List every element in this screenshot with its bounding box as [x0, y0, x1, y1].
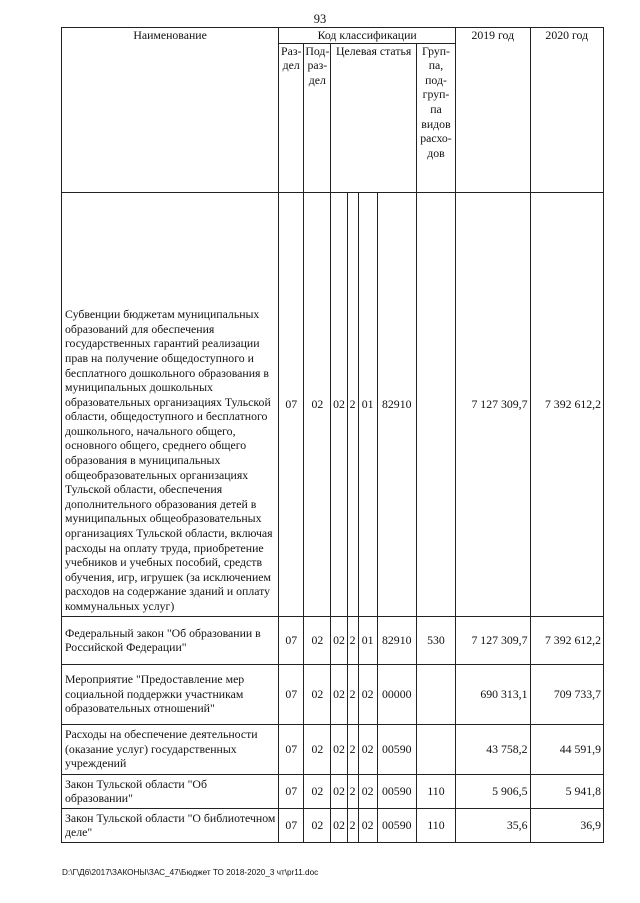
header-expense-group: Груп- па, под- груп- па видов расхо- дов	[416, 43, 455, 192]
table-row	[62, 664, 604, 724]
row-target-2: 2	[347, 616, 358, 664]
table-row	[62, 808, 604, 842]
row-target-2: 2	[347, 664, 358, 724]
row-target-4: 00000	[377, 664, 416, 724]
row-2019: 690 313,1	[456, 664, 530, 724]
row-target-3: 02	[358, 724, 377, 774]
row-target-4: 82910	[377, 192, 416, 616]
row-group	[416, 192, 455, 616]
row-name: Расходы на обеспечение деятельности (оказание услуг) государственных учреждений	[62, 724, 279, 774]
row-target-2: 2	[347, 808, 358, 842]
row-name: Закон Тульской области "Об образовании"	[62, 774, 279, 808]
row-2020: 36,9	[530, 808, 604, 842]
row-section: 07	[279, 192, 304, 616]
row-2019: 7 127 309,7	[456, 192, 530, 616]
row-target-1: 02	[331, 808, 347, 842]
row-target-3: 02	[358, 774, 377, 808]
row-2019: 43 758,2	[456, 724, 530, 774]
row-section: 07	[279, 724, 304, 774]
header-2020: 2020 год	[530, 28, 604, 193]
row-target-1: 02	[331, 664, 347, 724]
row-target-2: 2	[347, 192, 358, 616]
row-target-3: 01	[358, 616, 377, 664]
header-2019: 2019 год	[456, 28, 530, 193]
row-2020: 7 392 612,2	[530, 616, 604, 664]
row-2019: 7 127 309,7	[456, 616, 530, 664]
row-group: 110	[416, 774, 455, 808]
row-subsection: 02	[304, 774, 331, 808]
row-target-3: 02	[358, 808, 377, 842]
row-target-3: 01	[358, 192, 377, 616]
row-2019: 35,6	[456, 808, 530, 842]
row-target-4: 00590	[377, 724, 416, 774]
table-row	[62, 616, 604, 664]
header-section: Раз- дел	[279, 43, 304, 192]
header-target-article: Целевая статья	[331, 43, 416, 192]
header-name: Наименование	[62, 28, 279, 193]
row-subsection: 02	[304, 192, 331, 616]
row-group	[416, 724, 455, 774]
row-target-1: 02	[331, 192, 347, 616]
row-group: 530	[416, 616, 455, 664]
row-2020: 7 392 612,2	[530, 192, 604, 616]
row-2019: 5 906,5	[456, 774, 530, 808]
row-target-1: 02	[331, 774, 347, 808]
row-target-4: 00590	[377, 774, 416, 808]
table-row	[62, 724, 604, 774]
row-2020: 5 941,8	[530, 774, 604, 808]
row-target-2: 2	[347, 774, 358, 808]
row-2020: 44 591,9	[530, 724, 604, 774]
row-section: 07	[279, 664, 304, 724]
row-subsection: 02	[304, 724, 331, 774]
row-subsection: 02	[304, 664, 331, 724]
row-group: 110	[416, 808, 455, 842]
row-target-4: 00590	[377, 808, 416, 842]
table-row	[62, 774, 604, 808]
row-target-3: 02	[358, 664, 377, 724]
row-target-1: 02	[331, 724, 347, 774]
header-classification: Код классификации	[279, 28, 456, 44]
row-subsection: 02	[304, 808, 331, 842]
footer-file-path: D:\Г\Д6\2017\ЗАКОНЫ\ЗАС_47\Бюджет ТО 2018-2020_3 чт\pr11.doc	[62, 868, 319, 877]
row-name: Закон Тульской области "О библиотечном деле"	[62, 808, 279, 842]
page-number: 93	[313, 12, 327, 26]
row-name: Субвенции бюджетам муниципальных образований для обеспечения государственных гарантий реализации прав на получение общедоступного и бесплатного дошкольного образования в муниципальных дошкольных образовательных организациях Тульской области, общедоступного и бесплатного дошкольного, начального общего, основного общего, среднего общего образования в муниципальных общеобразовательных организациях Тульской области, обеспечения дополнительного образования детей в муниципальных общеобразовательных организациях Тульской области, включая расходы на оплату труда, приобретение учебников и учебных пособий, средств обучения, игр, игрушек (за исключением расходов на содержание зданий и оплату коммунальных услуг)	[62, 192, 279, 616]
row-target-4: 82910	[377, 616, 416, 664]
budget-table	[61, 27, 604, 843]
row-target-2: 2	[347, 724, 358, 774]
header-row-top	[62, 28, 604, 44]
row-section: 07	[279, 774, 304, 808]
row-section: 07	[279, 616, 304, 664]
row-name: Мероприятие "Предоставление мер социальной поддержки участникам образовательных отношений"	[62, 664, 279, 724]
row-target-1: 02	[331, 616, 347, 664]
header-subsection: Под- раз- дел	[304, 43, 331, 192]
table-row	[62, 192, 604, 616]
row-2020: 709 733,7	[530, 664, 604, 724]
row-group	[416, 664, 455, 724]
row-subsection: 02	[304, 616, 331, 664]
row-name: Федеральный закон "Об образовании в Российской Федерации"	[62, 616, 279, 664]
row-section: 07	[279, 808, 304, 842]
